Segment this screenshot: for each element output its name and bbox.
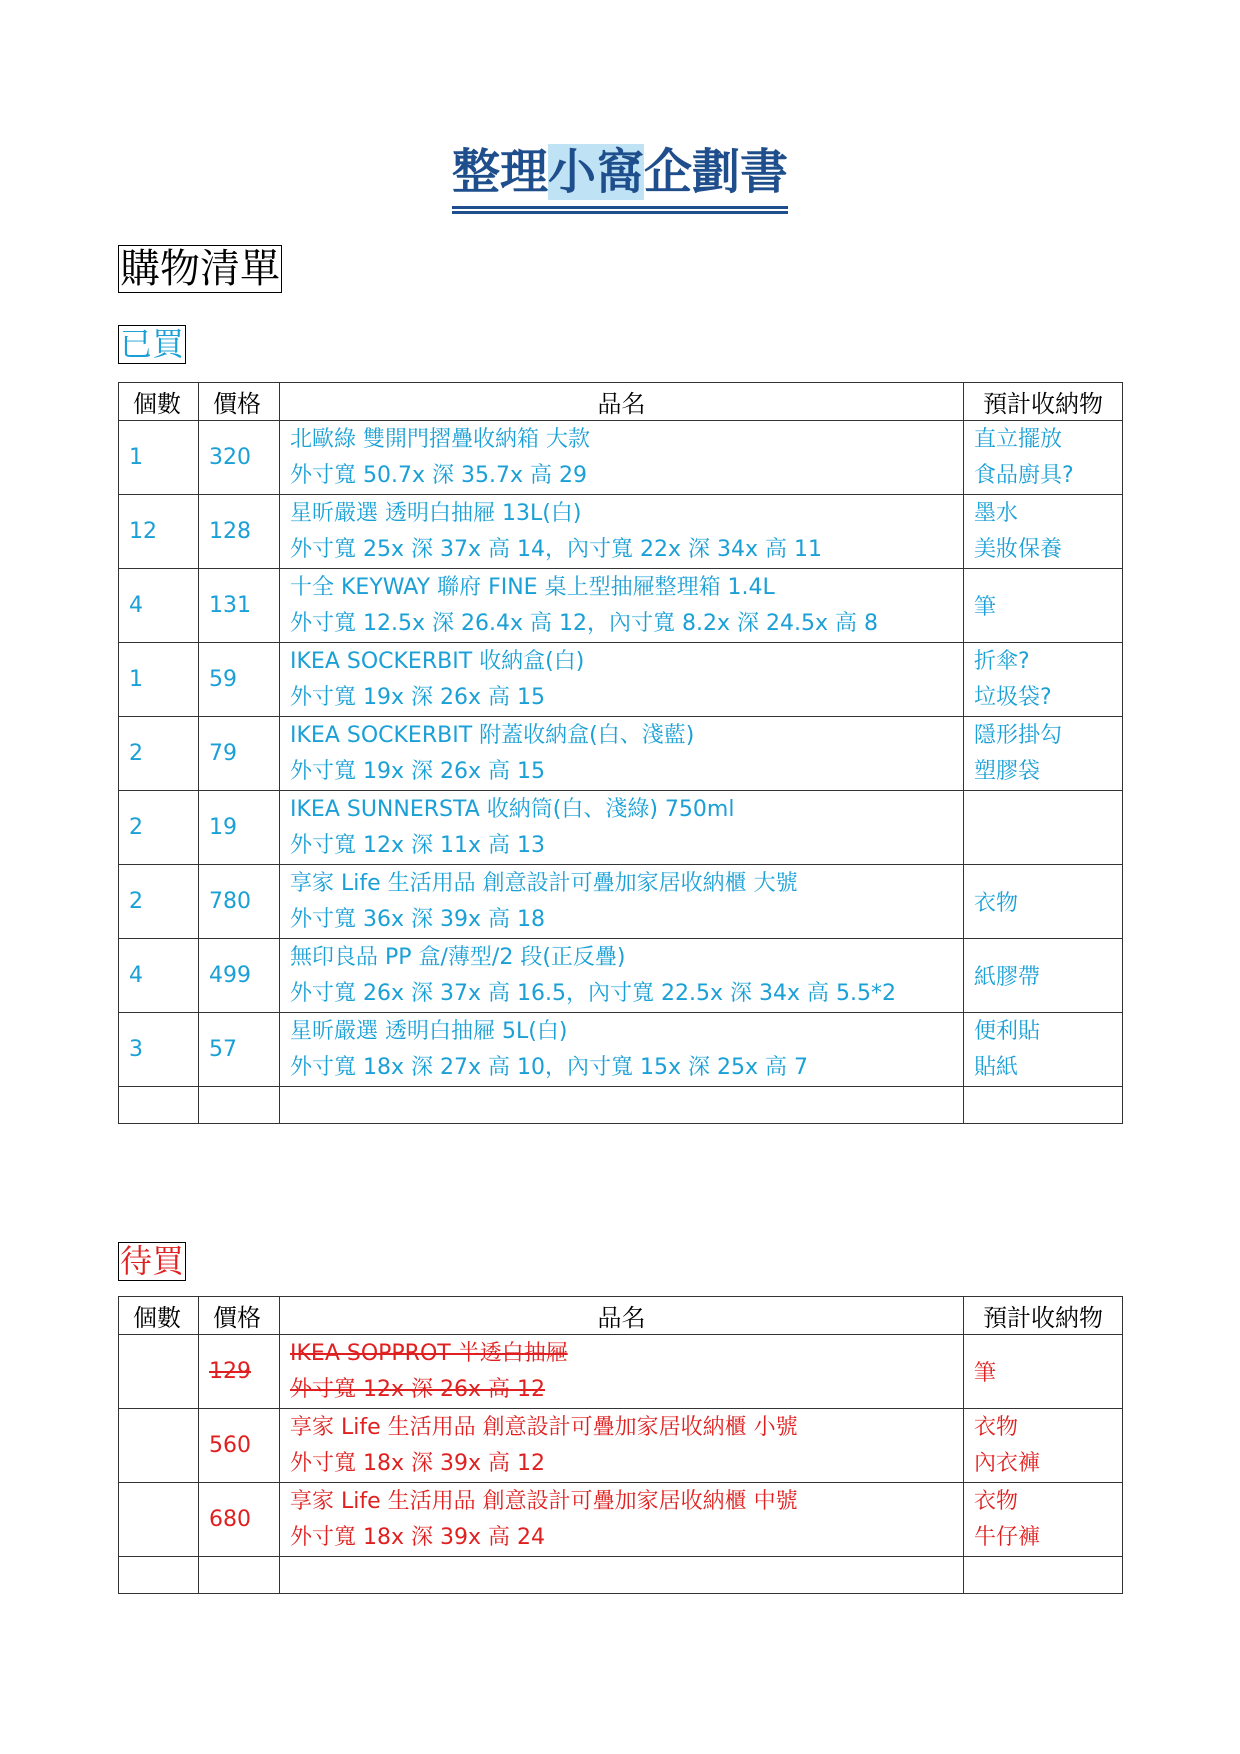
table-row	[119, 1483, 1123, 1557]
use-line-2: 牛仔褲	[974, 1524, 1041, 1550]
item-name: IKEA SUNNERSTA 收納筒(白、淺綠) 750ml	[290, 796, 735, 822]
name-cell	[280, 1013, 964, 1087]
header-use: 預計收納物	[964, 1297, 1123, 1335]
price-cell: 59	[199, 643, 280, 717]
use-cell: 紙膠帶	[964, 939, 1123, 1013]
table-row	[119, 643, 1123, 717]
table-row	[119, 421, 1123, 495]
item-name: 享家 Life 生活用品 創意設計可疊加家居收納櫃 中號	[290, 1488, 798, 1514]
use-cell	[964, 495, 1123, 569]
price-cell: 19	[199, 791, 280, 865]
table-row	[119, 865, 1123, 939]
table-row	[119, 1013, 1123, 1087]
item-dimensions: 外寸寬 12.5x 深 26.4x 高 12，內寸寬 8.2x 深 24.5x 高 8	[290, 610, 878, 636]
item-dimensions: 外寸寬 19x 深 26x 高 15	[290, 684, 545, 710]
name-cell	[280, 717, 964, 791]
name-cell	[280, 791, 964, 865]
use-line-1: 折傘?	[974, 648, 1030, 674]
empty-cell	[964, 1087, 1123, 1124]
item-name: 享家 Life 生活用品 創意設計可疊加家居收納櫃 小號	[290, 1414, 798, 1440]
item-name: 星昕嚴選 透明白抽屜 5L(白)	[290, 1018, 568, 1044]
item-dimensions: 外寸寬 36x 深 39x 高 18	[290, 906, 545, 932]
qty-cell: 2	[119, 791, 199, 865]
item-dimensions: 外寸寬 26x 深 37x 高 16.5，內寸寬 22.5x 深 34x 高 5.5*2	[290, 980, 896, 1006]
qty-cell: 4	[119, 569, 199, 643]
empty-cell	[119, 1557, 199, 1594]
qty-cell: 3	[119, 1013, 199, 1087]
header-qty: 個數	[119, 383, 199, 421]
use-line-2: 食品廚具?	[974, 462, 1074, 488]
use-cell: 筆	[964, 569, 1123, 643]
name-cell	[280, 865, 964, 939]
qty-cell: 1	[119, 421, 199, 495]
use-line-2: 貼紙	[974, 1054, 1019, 1080]
empty-cell	[199, 1557, 280, 1594]
item-dimensions: 外寸寬 50.7x 深 35.7x 高 29	[290, 462, 587, 488]
price-cell: 57	[199, 1013, 280, 1087]
to-buy-heading: 待買	[120, 1242, 185, 1280]
qty-cell	[119, 1409, 199, 1483]
title-part-2: 企劃書	[644, 144, 789, 200]
name-cell	[280, 939, 964, 1013]
to-buy-table	[118, 1296, 1123, 1594]
bought-table	[118, 382, 1123, 1124]
use-cell: 筆	[964, 1335, 1123, 1409]
table-row	[119, 1409, 1123, 1483]
name-cell	[280, 569, 964, 643]
use-line-1: 墨水	[974, 500, 1019, 526]
qty-cell	[119, 1483, 199, 1557]
item-dimensions: 外寸寬 18x 深 39x 高 12	[290, 1450, 545, 1476]
name-cell	[280, 421, 964, 495]
shopping-list-heading: 購物清單	[120, 246, 280, 292]
use-line-2: 垃圾袋?	[974, 684, 1052, 710]
use-cell: 衣物	[964, 865, 1123, 939]
table-header-row	[119, 1297, 1123, 1335]
item-dimensions: 外寸寬 18x 深 27x 高 10，內寸寬 15x 深 25x 高 7	[290, 1054, 808, 1080]
price-cell: 128	[199, 495, 280, 569]
name-cell	[280, 1409, 964, 1483]
qty-cell: 2	[119, 865, 199, 939]
use-line-1: 隱形掛勾	[974, 722, 1063, 748]
table-row	[119, 791, 1123, 865]
table-row	[119, 939, 1123, 1013]
price-cell: 131	[199, 569, 280, 643]
use-cell	[964, 717, 1123, 791]
item-name: IKEA SOCKERBIT 附蓋收納盒(白、淺藍)	[290, 722, 695, 748]
use-line-1: 直立擺放	[974, 426, 1063, 452]
use-line-1: 衣物	[974, 1414, 1019, 1440]
empty-cell	[964, 1557, 1123, 1594]
table-row	[119, 717, 1123, 791]
struck-price: 129	[209, 1359, 251, 1384]
table-row	[119, 495, 1123, 569]
use-line-1: 便利貼	[974, 1018, 1041, 1044]
use-line-2: 美妝保養	[974, 536, 1063, 562]
title-text	[452, 140, 788, 209]
header-price: 價格	[199, 383, 280, 421]
price-cell: 320	[199, 421, 280, 495]
qty-cell: 2	[119, 717, 199, 791]
name-cell	[280, 1335, 964, 1409]
use-cell	[964, 643, 1123, 717]
qty-cell: 12	[119, 495, 199, 569]
header-name: 品名	[280, 1297, 964, 1335]
title-highlight: 小窩	[547, 144, 644, 200]
empty-cell	[280, 1557, 964, 1594]
item-name: 星昕嚴選 透明白抽屜 13L(白)	[290, 500, 582, 526]
price-cell: 560	[199, 1409, 280, 1483]
item-name: 無印良品 PP 盒/薄型/2 段(正反疊)	[290, 944, 626, 970]
price-cell: 79	[199, 717, 280, 791]
name-cell	[280, 643, 964, 717]
table-header-row	[119, 383, 1123, 421]
price-cell: 499	[199, 939, 280, 1013]
use-cell	[964, 421, 1123, 495]
empty-cell	[119, 1087, 199, 1124]
item-dimensions: 外寸寬 25x 深 37x 高 14，內寸寬 22x 深 34x 高 11	[290, 536, 822, 562]
header-use: 預計收納物	[964, 383, 1123, 421]
use-cell	[964, 791, 1123, 865]
item-name: 享家 Life 生活用品 創意設計可疊加家居收納櫃 大號	[290, 870, 798, 896]
use-cell	[964, 1409, 1123, 1483]
item-name: 十全 KEYWAY 聯府 FINE 桌上型抽屜整理箱 1.4L	[290, 574, 775, 600]
empty-row	[119, 1087, 1123, 1124]
header-name: 品名	[280, 383, 964, 421]
bought-heading: 已買	[120, 325, 185, 363]
name-cell	[280, 495, 964, 569]
empty-cell	[280, 1087, 964, 1124]
empty-cell	[199, 1087, 280, 1124]
qty-cell: 4	[119, 939, 199, 1013]
item-dimensions-struck: 外寸寬 12x 深 26x 高 12	[290, 1376, 545, 1402]
document-title	[0, 140, 1240, 209]
empty-row	[119, 1557, 1123, 1594]
table-row	[119, 569, 1123, 643]
title-part-1: 整理	[451, 144, 548, 200]
price-cell: 780	[199, 865, 280, 939]
item-name: IKEA SOCKERBIT 收納盒(白)	[290, 648, 585, 674]
use-line-2: 內衣褲	[974, 1450, 1041, 1476]
name-cell	[280, 1483, 964, 1557]
item-name-struck: IKEA SOPPROT 半透白抽屜	[290, 1340, 568, 1366]
price-cell	[199, 1335, 280, 1409]
price-cell: 680	[199, 1483, 280, 1557]
use-line-1: 衣物	[974, 1488, 1019, 1514]
item-dimensions: 外寸寬 19x 深 26x 高 15	[290, 758, 545, 784]
use-line-2: 塑膠袋	[974, 758, 1041, 784]
item-dimensions: 外寸寬 18x 深 39x 高 24	[290, 1524, 545, 1550]
qty-cell: 1	[119, 643, 199, 717]
table-row	[119, 1335, 1123, 1409]
header-qty: 個數	[119, 1297, 199, 1335]
use-cell	[964, 1483, 1123, 1557]
use-cell	[964, 1013, 1123, 1087]
qty-cell	[119, 1335, 199, 1409]
header-price: 價格	[199, 1297, 280, 1335]
item-name: 北歐綠 雙開門摺疊收納箱 大款	[290, 426, 590, 452]
item-dimensions: 外寸寬 12x 深 11x 高 13	[290, 832, 545, 858]
